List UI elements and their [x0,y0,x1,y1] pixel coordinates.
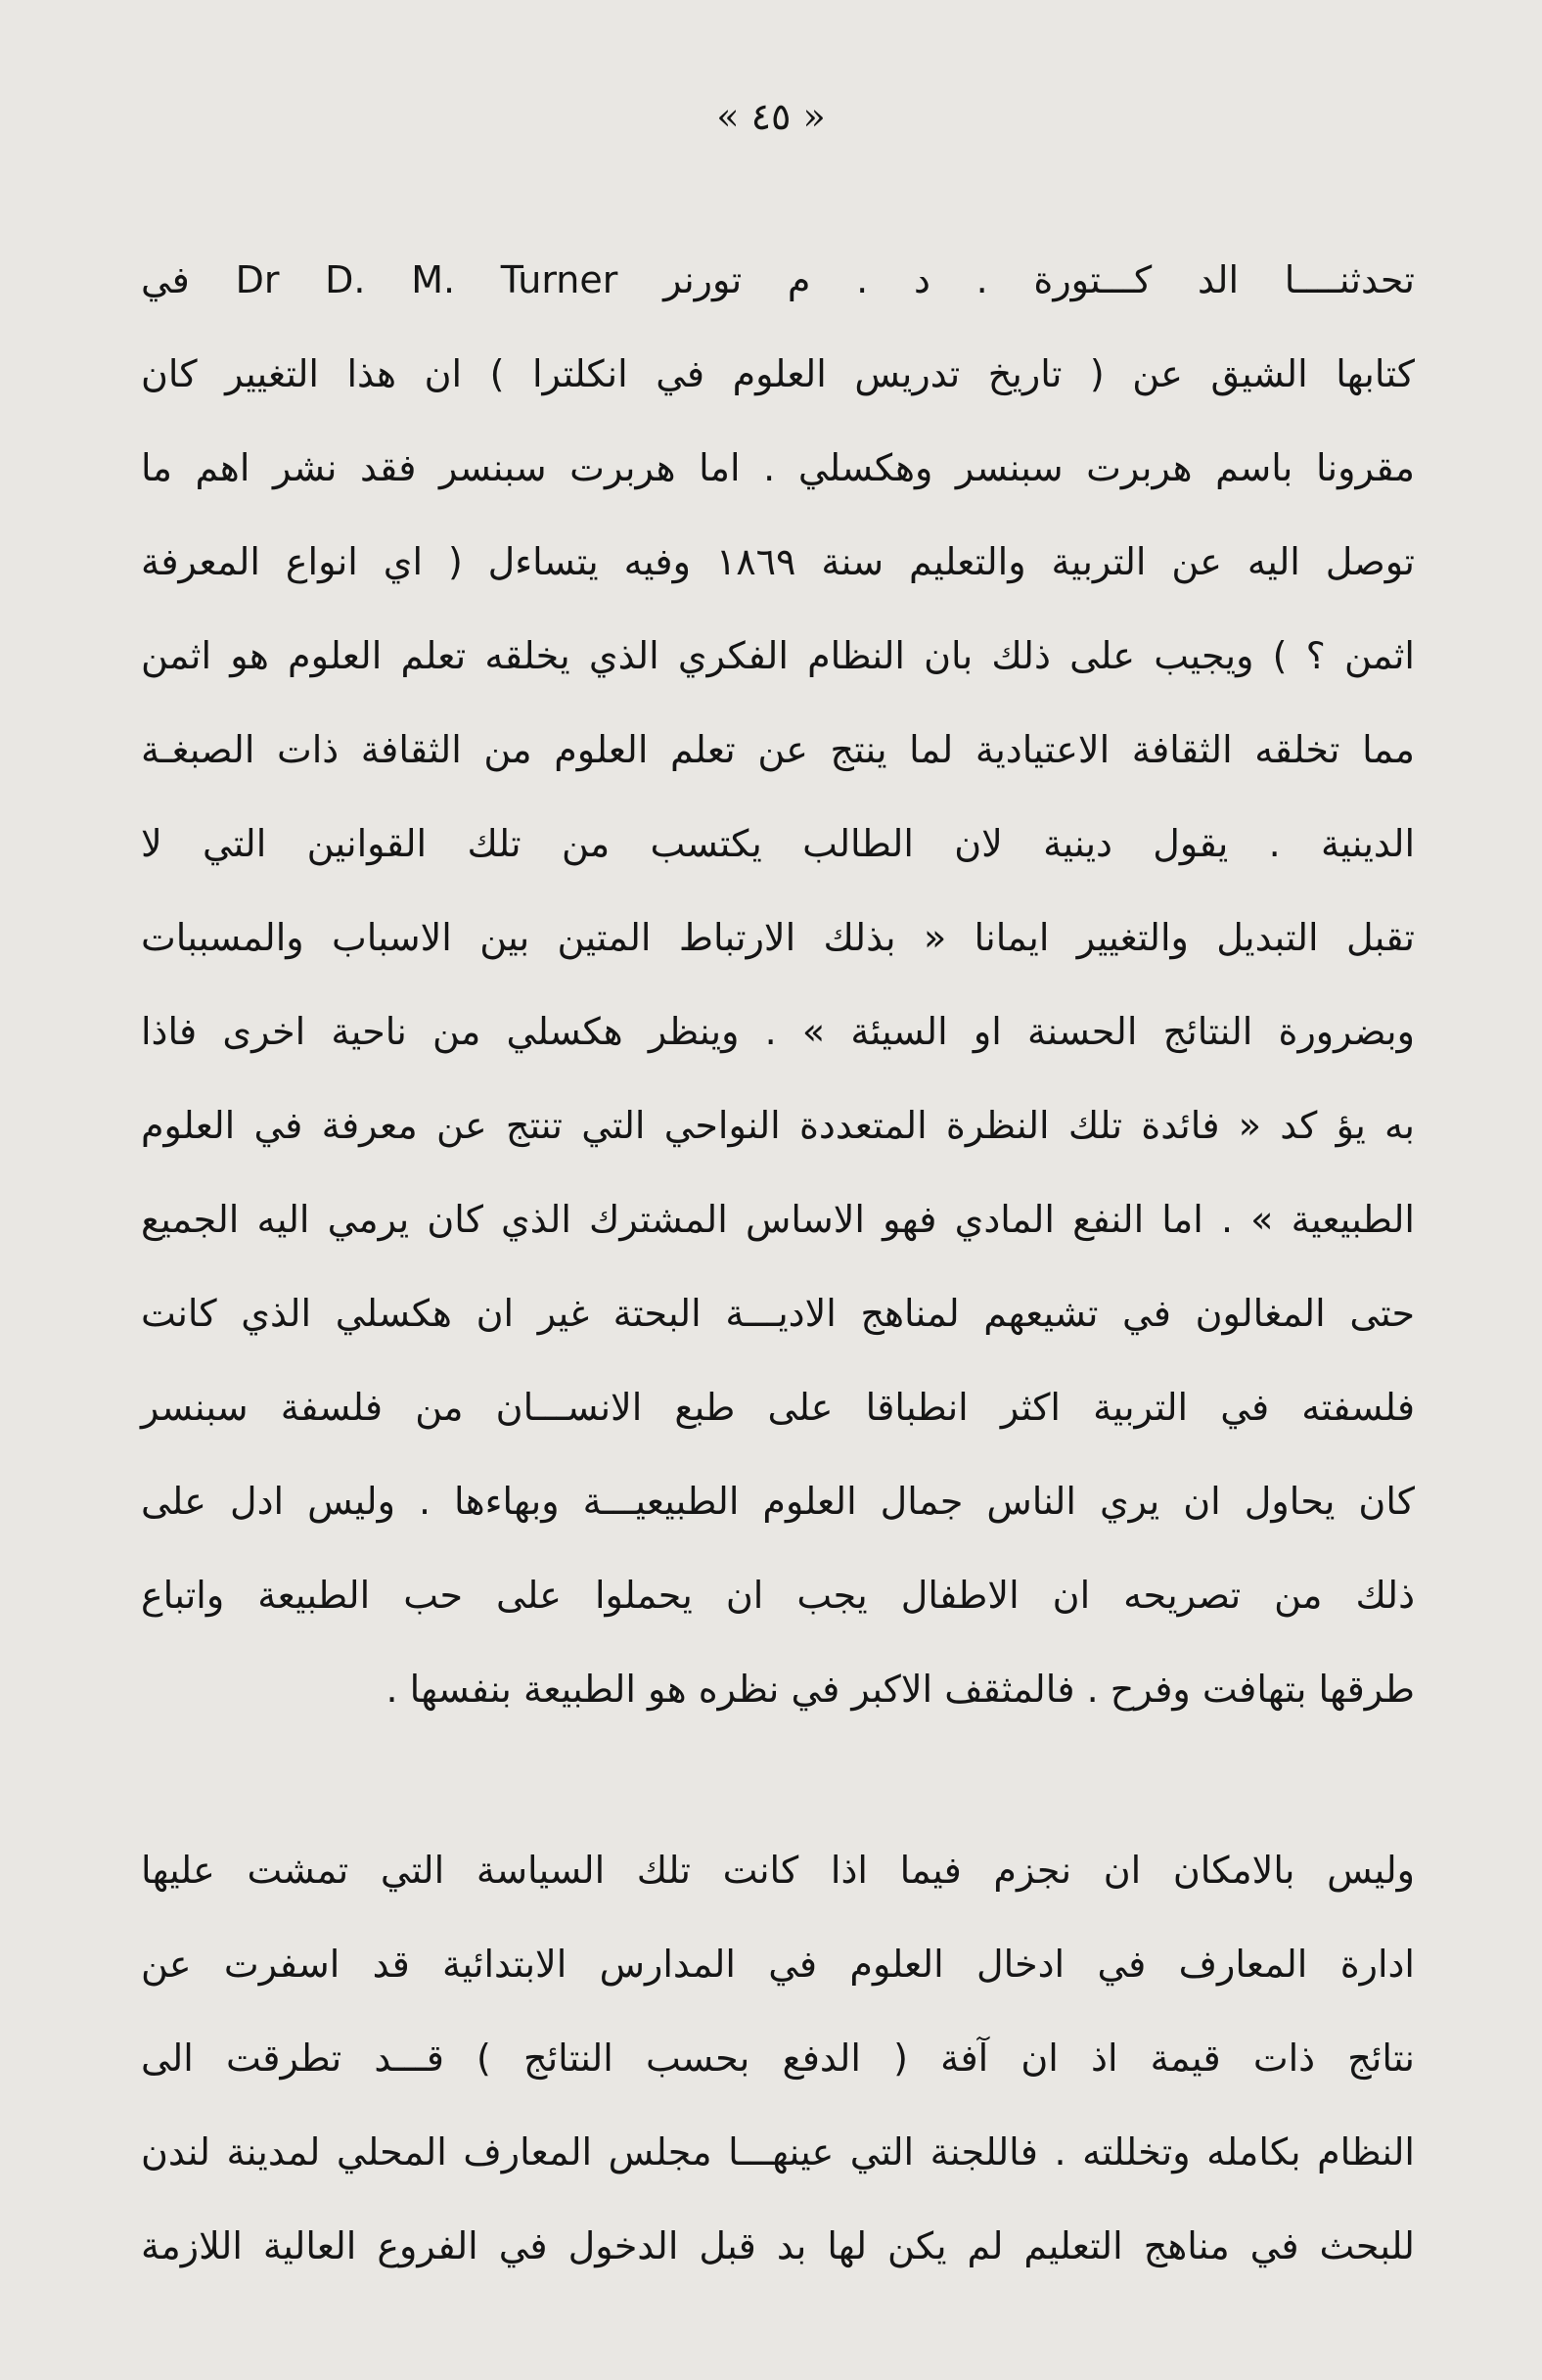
text-line: الطبيعية » . اما النفع المادي فهو الاساس المشترك الذي كان يرمي اليه الجميع [141,1198,1415,1241]
text-line: ادارة المعارف في ادخال العلوم في المدارس الابتدائية قد اسفرت عن [141,1943,1415,1986]
text-line: توصل اليه عن التربية والتعليم سنة ١٨٦٩ وفيه يتساءل ( اي انواع المعرفة [141,540,1415,583]
text-line: كان يحاول ان يري الناس جمال العلوم الطبيعيـــة وبهاءها . وليس ادل على [141,1480,1415,1523]
text-line: حتى المغالون في تشيعهم لمناهج الاديـــة البحتة غير ان هكسلي الذي كانت [141,1292,1415,1335]
text-line: فلسفته في التربية اكثر انطباقا على طبع الانســـان من فلسفة سبنسر [141,1386,1415,1429]
text-line: طرقها بتهافت وفرح . فالمثقف الاكبر في نظره هو الطبيعة بنفسها . [386,1668,1415,1711]
text-line: الدينية . يقول دينية لان الطالب يكتسب من تلك القوانين التي لا [141,822,1415,865]
text-line: ذلك من تصريحه ان الاطفال يجب ان يحملوا على حب الطبيعة واتباع [141,1574,1415,1617]
text-line: تقبل التبديل والتغيير ايمانا « بذلك الارتباط المتين بين الاسباب والمسببات [141,916,1415,959]
text-line: نتائج ذات قيمة اذ ان آفة ( الدفع بحسب النتائج ) قـــد تطرقت الى [141,2037,1415,2080]
text-line: النظام بكامله وتخللته . فاللجنة التي عينهـــا مجلس المعارف المحلي لمدينة لندن [141,2130,1415,2174]
text-line: اثمن ؟ ) ويجيب على ذلك بان النظام الفكري الذي يخلقه تعلم العلوم هو اثمن [141,634,1415,677]
text-line: به يؤ كد « فائدة تلك النظرة المتعددة النواحي التي تنتج عن معرفة في العلوم [141,1104,1415,1147]
text-line: تحدثنــــا الد كـــتورة . د . م تورنر Dr D. M. Turner في [141,258,1415,301]
page-number: « ٤٥ » [716,95,826,138]
text-line: للبحث في مناهج التعليم لم يكن لها بد قبل الدخول في الفروع العالية اللازمة [141,2224,1415,2267]
text-line: وليس بالامكان ان نجزم فيما اذا كانت تلك السياسة التي تمشت عليها [141,1849,1415,1892]
text-line: كتابها الشيق عن ( تاريخ تدريس العلوم في انكلترا ) ان هذا التغيير كان [141,352,1415,395]
text-line: مقرونا باسم هربرت سبنسر وهكسلي . اما هربرت سبنسر فقد نشر اهم ما [141,446,1415,489]
text-line: وبضرورة النتائج الحسنة او السيئة » . وينظر هكسلي من ناحية اخرى فاذا [141,1010,1415,1053]
text-line: مما تخلقه الثقافة الاعتيادية لما ينتج عن تعلم العلوم من الثقافة ذات الصبغـة [141,728,1415,771]
